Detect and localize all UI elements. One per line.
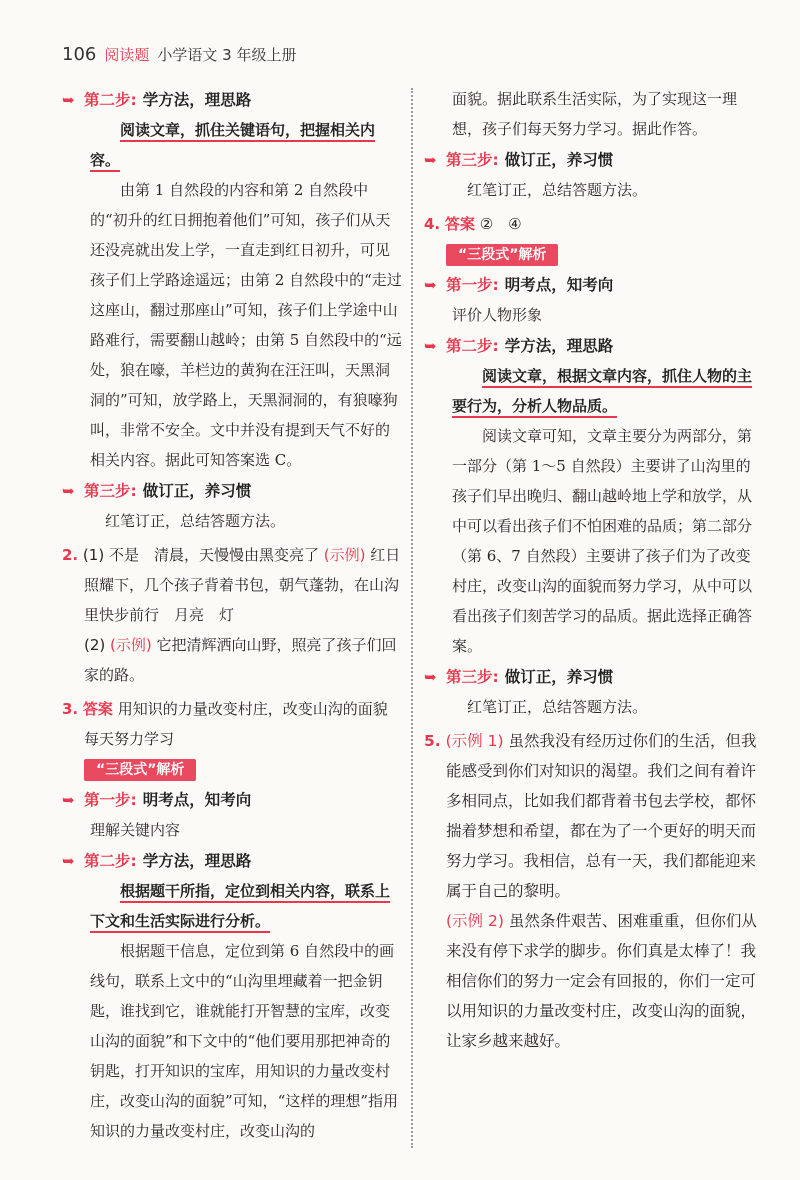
step-heading: ➥ 第二步: 学方法，理思路 xyxy=(62,84,402,115)
column-divider xyxy=(411,88,413,1148)
example-tag: (示例) xyxy=(323,546,366,564)
three-stage-badge: “三段式”解析 xyxy=(446,244,558,266)
book-title: 小学语文 3 年级上册 xyxy=(157,46,297,64)
example-tag: (示例 1) xyxy=(445,732,504,750)
test-point: 评价人物形象 xyxy=(452,306,543,324)
arrow-icon: ➥ xyxy=(62,90,75,109)
step-heading: ➥ 第三步: 做订正，养习惯 xyxy=(424,144,764,175)
question-3-answer: 3. 答案 用知识的力量改变村庄，改变山沟的面貌 每天努力学习 xyxy=(62,700,403,748)
method-highlight: 阅读文章，根据文章内容，抓住人物的主要行为，分析人物品质。 xyxy=(452,367,753,415)
arrow-icon: ➥ xyxy=(62,481,75,500)
test-point: 理解关键内容 xyxy=(90,821,181,839)
arrow-icon: ➥ xyxy=(424,336,437,355)
arrow-icon: ➥ xyxy=(424,150,437,169)
analysis-paragraph-continued: 面貌。据此联系生活实际，为了实现这一理想，孩子们每天努力学习。据此作答。 xyxy=(452,90,738,138)
method-highlight: 根据题干所指，定位到相关内容，联系上下文和生活实际进行分析。 xyxy=(90,882,391,930)
three-stage-badge: “三段式”解析 xyxy=(84,759,196,781)
analysis-paragraph: 根据题干信息，定位到第 6 自然段中的画线句，联系上文中的“山沟里埋藏着一把金钥匙，谁找到它，谁就能打开智慧的宝库，改变山沟的面貌”和下文中的“他们要用那把神奇的钥匙，打开知识的宝库，用知识的力量改变村庄，改变山沟的面貌”可知，“这样的理想”指用知识的力量改变村庄，改变山沟的 xyxy=(90,942,399,1140)
fix-note: 红笔订正，总结答题方法。 xyxy=(467,698,648,716)
analysis-paragraph: 阅读文章可知，文章主要分为两部分，第一部分（第 1～5 自然段）主要讲了山沟里的孩子们早出晚归、翻山越岭地上学和放学，从中可以看出孩子们不怕困难的品质；第二部分（第 6、7 自然段）主要讲了孩子们为了改变村庄，改变山沟的面貌而努力学习，从中可以看出孩子们刻苦学习的品质。据此选择正确答案。 xyxy=(452,427,753,655)
step-heading: ➥ 第三步: 做订正，养习惯 xyxy=(424,661,764,692)
method-highlight: 阅读文章，抓住关键语句，把握相关内容。 xyxy=(90,121,376,169)
arrow-icon: ➥ xyxy=(424,667,437,686)
page-number: 106 xyxy=(62,44,97,65)
step-heading: ➥ 第三步: 做订正，养习惯 xyxy=(62,475,402,506)
example-tag: (示例 2) xyxy=(446,912,504,930)
analysis-paragraph: 由第 1 自然段的内容和第 2 自然段中的“初升的红日拥抱着他们”可知，孩子们从天还没亮就出发上学，一直走到红日初升，可见孩子们上学路途遥远；由第 2 自然段中的“走过这座山，翻过那座山”可知，孩子们上学途中山路难行，需要翻山越岭；由第 5 自然段中的“远处，狼在嚎，羊栏边的黄狗在汪汪叫，天黑洞洞的”可知，放学路上，天黑洞洞的，有狼嚎狗叫，非常不安全。文中并没有提到天气不好的相关内容。据此可知答案选 C。 xyxy=(90,181,402,469)
step-heading: ➥ 第二步: 学方法，理思路 xyxy=(62,845,402,876)
step-heading: ➥ 第一步: 明考点，知考向 xyxy=(424,269,764,300)
section-tag: 阅读题 xyxy=(104,46,150,64)
step-heading: ➥ 第二步: 学方法，理思路 xyxy=(424,330,764,361)
page-header xyxy=(62,44,296,65)
question-5-answer-2: (示例 2) 虽然条件艰苦、困难重重，但你们从来没有停下求学的脚步。你们真是太棒了！我相信你们的努力一定会有回报的，你们一定可以用知识的力量改变村庄，改变山沟的面貌，让家乡越来越好。 xyxy=(446,912,757,1050)
fix-note: 红笔订正，总结答题方法。 xyxy=(105,512,286,530)
question-5-answer-1: 5. (示例 1) 虽然我没有经历过你们的生活，但我能感受到你们对知识的渴望。我们之间有着许多相同点，比如我们都背着书包去学校，都怀揣着梦想和希望，都在为了一个更好的明天而努力学习。我相信，总有一天，我们都能迎来属于自己的黎明。 xyxy=(424,732,757,900)
arrow-icon: ➥ xyxy=(62,851,75,870)
right-column xyxy=(424,84,764,1056)
left-column xyxy=(62,84,402,1146)
arrow-icon: ➥ xyxy=(424,275,437,294)
example-tag: (示例) xyxy=(110,636,152,654)
step-heading: ➥ 第一步: 明考点，知考向 xyxy=(62,784,402,815)
fix-note: 红笔订正，总结答题方法。 xyxy=(467,181,648,199)
arrow-icon: ➥ xyxy=(62,790,75,809)
question-2-part-2: (2) (示例) 它把清辉洒向山野，照亮了孩子们回家的路。 xyxy=(84,636,397,684)
question-2-answer: 2. (1) 不是 清晨，天慢慢由黑变亮了 (示例) 红日照耀下，几个孩子背着书包，朝气蓬勃，在山沟里快步前行 月亮 灯 xyxy=(62,546,401,624)
question-4-answer: 4. 答案 ② ④ xyxy=(424,215,522,233)
